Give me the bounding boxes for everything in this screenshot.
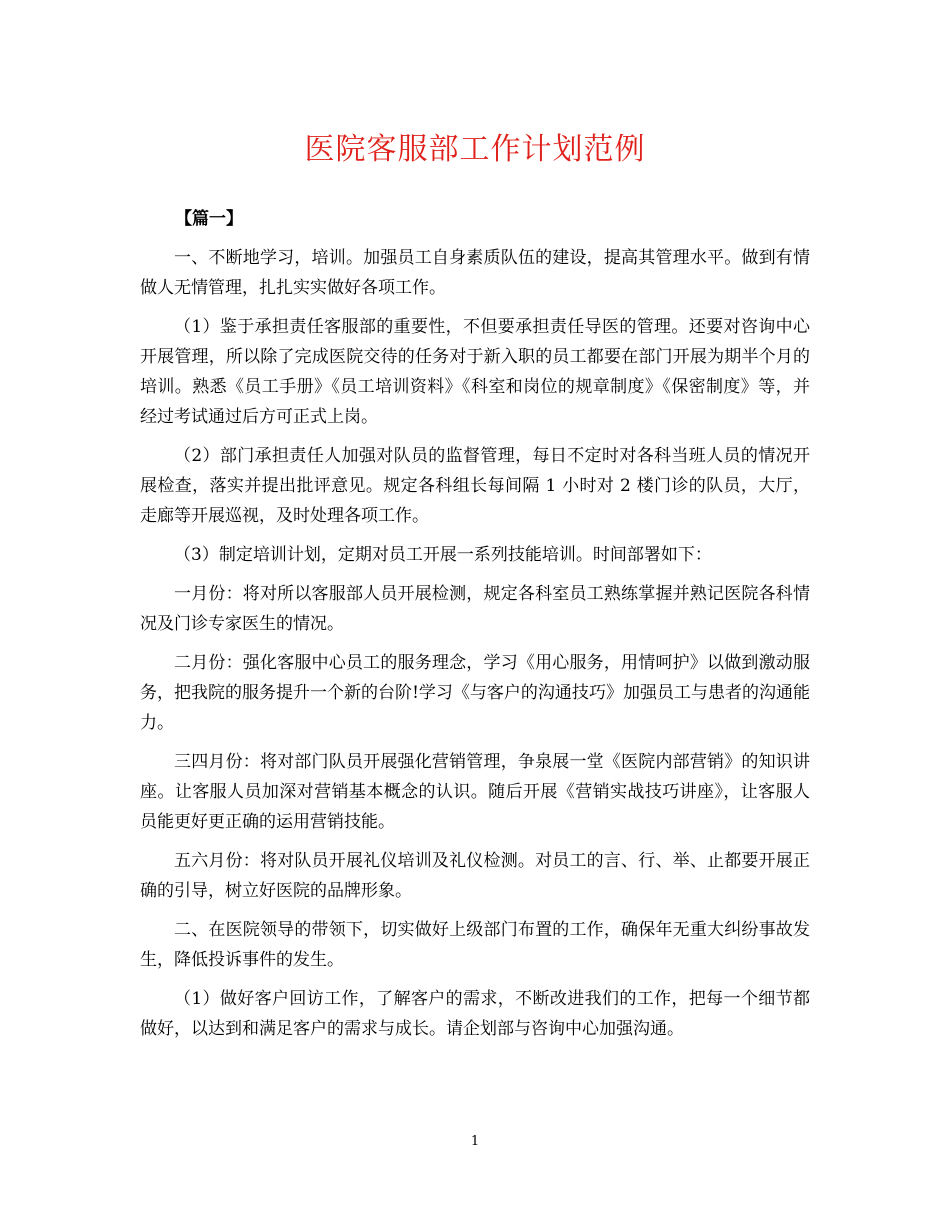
paragraph: 二月份：强化客服中心员工的服务理念，学习《用心服务，用情呵护》以做到激动服务，把我院的服务提升一个新的台阶!学习《与客户的沟通技巧》加强员工与患者的沟通能力。 (140, 653, 810, 733)
paragraph: 一、不断地学习，培训。加强员工自身素质队伍的建设，提高其管理水平。做到有情做人无情管理，扎扎实实做好各项工作。 (140, 248, 810, 298)
paragraph: （3）制定培训计划，定期对员工开展一系列技能培训。时间部署如下： (174, 545, 712, 565)
document-body (140, 204, 810, 1053)
paragraph: （1）鉴于承担责任客服部的重要性，不但要承担责任导医的管理。还要对咨询中心开展管理，所以除了完成医院交待的任务对于新入职的员工都要在部门开展为期半个月的培训。熟悉《员工手册》《员工培训资料》《科室和岗位的规章制度》《保密制度》等，并经过考试通过后方可正式上岗。 (140, 317, 810, 427)
page-number: 1 (470, 1134, 480, 1149)
paragraph: （1）做好客户回访工作，了解客户的需求，不断改进我们的工作，把每一个细节都做好，以达到和满足客户的需求与成长。请企划部与咨询中心加强沟通。 (140, 989, 810, 1039)
paragraph: 一月份：将对所以客服部人员开展检测，规定各科室员工熟练掌握并熟记医院各科情况及门诊专家医生的情况。 (140, 584, 810, 634)
paragraph: 三四月份：将对部门队员开展强化营销管理，争泉展一堂《医院内部营销》的知识讲座。让客服人员加深对营销基本概念的认识。随后开展《营销实战技巧讲座》，让客服人员能更好更正确的运用营销技能。 (140, 752, 810, 832)
paragraph: （2）部门承担责任人加强对队员的监督管理，每日不定时对各科当班人员的情况开展检查，落实并提出批评意见。规定各科组长每间隔 1 小时对 2 楼门诊的队员，大厅，走廊等开展巡视，及时处理各项工作。 (140, 446, 810, 526)
document-title: 医院客服部工作计划范例 (304, 132, 646, 167)
paragraph: 五六月份：将对队员开展礼仪培训及礼仪检测。对员工的言、行、举、止都要开展正确的引导，树立好医院的品牌形象。 (140, 851, 810, 901)
section-label: 【篇一】 (175, 209, 243, 229)
paragraph: 二、在医院领导的带领下，切实做好上级部门布置的工作，确保年无重大纠纷事故发生，降低投诉事件的发生。 (140, 920, 810, 970)
